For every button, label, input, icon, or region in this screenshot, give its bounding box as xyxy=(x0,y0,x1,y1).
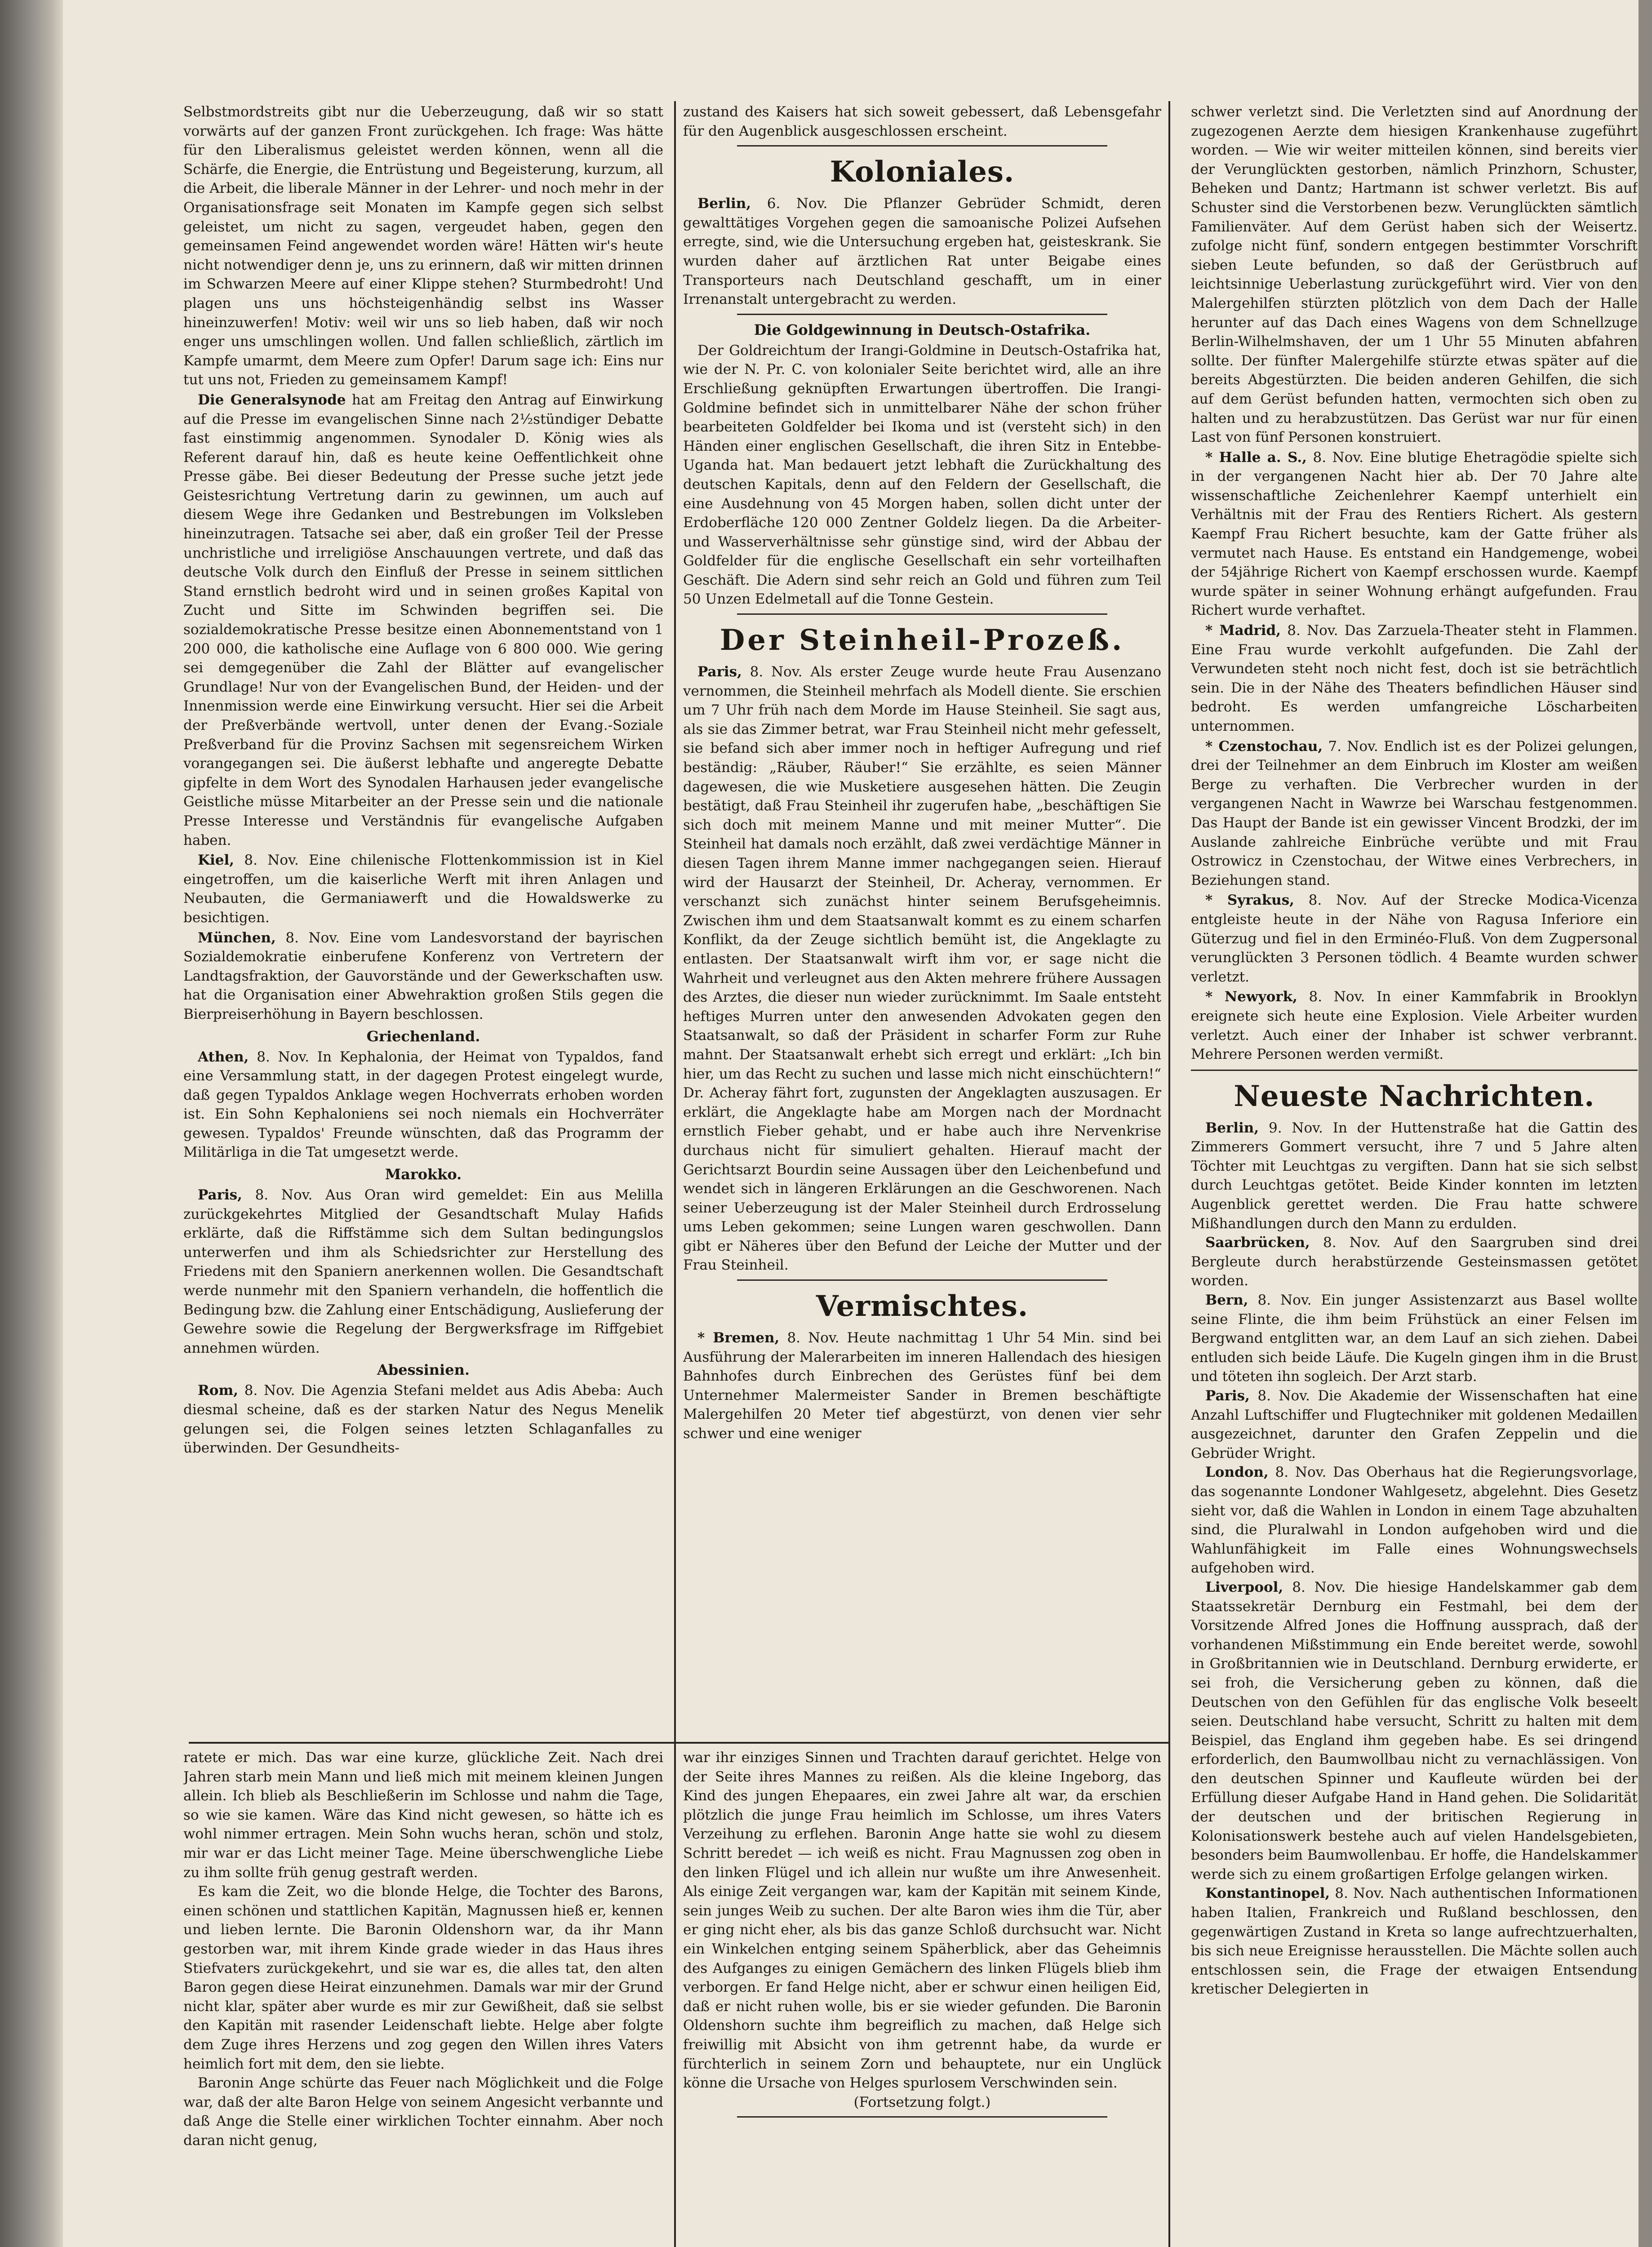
article-lead: * Halle a. S., xyxy=(1205,449,1307,466)
section-heading: Marokko. xyxy=(385,1166,462,1183)
article-paragraph xyxy=(1191,737,1638,890)
serial-separator-rule xyxy=(189,1742,1168,1744)
article-text: 8. Nov. Als erster Zeuge wurde heute Frau Ausenzano vernommen, die Steinheil mehrfach als Modell diente. Sie erschien um 7 Uhr früh nach dem Morde im Hause Steinheil. Sie sagt aus, als sie das Zimmer betrat, war Frau Steinheil nicht mehr gefesselt, sie befand sich aber immer noch in heftiger Aufregung und rief beständig: „Räuber, Räuber!“ Sie erzählte, es seien Männer dagewesen, die wie Musketiere ausgesehen hätten. Die Zeugin bestätigt, daß Frau Steinheil ihr zugerufen habe, „beschäftigen Sie sich doch mit meinem Manne und mit meiner Mutter“. Die Steinheil hat damals noch erzählt, daß zwei verdächtige Männer in diesen Tagen ihrem Manne immer nachgegangen seien. Hierauf wird der Hausarzt der Steinheil, Dr. Acheray, vernommen. Er verschanzt sich zunächst hinter seinem Berufsgeheimnis. Zwischen ihm und dem Staatsanwalt kommt es zu einem scharfen Konflikt, da der Zeuge sichtlich bemüht ist, die Angeklagte zu entlasten. Der Staatsanwalt wirft ihm vor, er sage nicht die Wahrheit und verleugnet aus den Akten mehrere frühere Aussagen des Arztes, die dieser nun wieder zurücknimmt. Im Saale entsteht heftiges Murren unter den anwesenden Advokaten gegen den Staatsanwalt, so daß der Präsident in scharfer Form zur Ruhe mahnt. Der Staatsanwalt erhebt sich erregt und erklärt: „Ich bin hier, um das Recht zu suchen und lasse mich nicht einschüchtern!“ Dr. Acheray fährt fort, zugunsten der Angeklagten auszusagen. Er erklärt, die Angeklagte habe am Morgen nach der Mordnacht ernstlich Fieber gehabt, und er habe auch ihre Nervenkrise durchaus nicht für simuliert gehalten. Hierauf macht der Gerichtsarzt Bourdin seine Aussagen über den Leichenbefund und wendet sich in längeren Erklärungen an die Geschworenen. Nach seiner Ueberzeugung ist der Maler Steinheil durch Erdrosselung ums Leben gekommen; seine Lungen waren geschwollen. Dann gibt er Näheres über den Befund der Leiche der Mutter und der Frau Steinheil. xyxy=(683,664,1161,1274)
column-2-top xyxy=(683,102,1161,1738)
article-text: 8. Nov. Auf den Saargruben sind drei Bergleute durch herabstürzende Gesteinsmassen getötet worden. xyxy=(1191,1235,1638,1289)
article-lead: * Newyork, xyxy=(1205,989,1297,1005)
serial-paragraph: war ihr einziges Sinnen und Trachten darauf gerichtet. Helge von der Seite ihres Mannes zu reißen. Als die kleine Ingeborg, das Kind des jungen Ehepaares, ein zwei Jahre alt war, da erschien plötzlich die junge Frau heimlich im Schlosse, um ihres Vaters Verzeihung zu erflehen. Baronin Ange hatte sie wohl zu diesem Schritt beredet — ich weiß es nicht. Frau Magnussen zog oben in den linken Flügel und ich allein nur wußte um ihre Anwesenheit. Als einige Zeit vergangen war, kam der Kapitän mit seinem Kinde, sein junges Weib zu suchen. Der alte Baron wies ihm die Tür, aber er ging nicht eher, als bis das ganze Schloß durchsucht war. Nicht ein Winkelchen entging seinem Späherblick, aber das Geheimnis des Aufganges zu einigen Gemächern des linken Flügels blieb ihm verborgen. Er fand Helge nicht, aber er schwur einen heiligen Eid, daß er nicht ruhen wolle, bis er sie wieder gefunden. Die Baronin Oldenshorn suchte ihm begreiflich zu machen, daß Helge sich freiwillig mit Absicht von ihm getrennt habe, da wurde er fürchterlich in seinem Zorn und behauptete, nur ein Unglück könne die Ursache von Helges spurlosem Verschwinden sein. xyxy=(683,1750,1161,2092)
article-text: 6. Nov. Die Pflanzer Gebrüder Schmidt, deren gewalttätiges Vorgehen gegen die samoanische Polizei Aufsehen erregte, sind, wie die Untersuchung ergeben hat, geisteskrank. Sie wurden daher auf ärztlichen Rat unter Beigabe eines Transporteurs nach Deutschland geschafft, um in einer Irrenanstalt untergebracht zu werden. xyxy=(683,195,1161,308)
article-text: 8. Nov. Die hiesige Handelskammer gab dem Staatssekretär Dernburg ein Festmahl, bei dem der Vorsitzende Alfred Jones die Hoffnung aussprach, daß der vorhandenen Mißstimmung ein Ende bereitet werde, sowohl in Großbritannien wie in Deutschland. Dernburg erwiderte, er sei froh, die Versicherung geben zu können, daß die Deutschen von den Gefühlen für das englische Volk beseelt seien. Deutschland habe versucht, Schritt zu halten mit dem Beispiel, das England ihm gegeben habe. Es sei dringend erforderlich, den Baumwollbau nicht zu vernachlässigen. Von den deutschen Spinner und Kaufleute würden bei der Erfüllung dieser Aufgabe Hand in Hand gehen. Die Solidarität der deutschen und der britischen Regierung in Kolonisationswerk bestehe auch auf vielen Handelsgebieten, besonders beim Baumwollenbau. Er hoffe, die Handelskammer werde sich zu einem großartigen Erfolge gelangen wirken. xyxy=(1191,1579,1638,1883)
article-paragraph xyxy=(1191,621,1638,736)
divider xyxy=(737,1279,1107,1281)
article-paragraph xyxy=(1191,987,1638,1064)
serial-column-right xyxy=(683,1748,1161,2247)
article-text: 8. Nov. In Kephalonia, der Heimat von Typaldos, fand eine Versammlung statt, in der dagegen Protest eingelegt wurde, daß gegen Typaldos Anklage wegen Hochverrats erhoben worden ist. Ein Sohn Kephaloniens sei noch niemals ein Hochverräter gewesen. Typaldos' Freunde wünschten, daß das Programm der Militärliga in die Tat umgesetzt werde. xyxy=(183,1048,663,1161)
article-paragraph xyxy=(1191,1386,1638,1463)
section-heading-steinheil: Der Steinheil-Prozeß. xyxy=(719,623,1125,657)
article-lead: Paris, xyxy=(1205,1388,1250,1404)
article-lead: * Syrakus, xyxy=(1205,892,1294,909)
article-paragraph xyxy=(183,391,663,850)
page-edge xyxy=(1639,0,1652,2247)
article-lead: * Bremen, xyxy=(697,1330,780,1346)
article-lead: Konstantinopel, xyxy=(1205,1885,1330,1902)
column-1-top xyxy=(183,102,663,1738)
article-text: 8. Nov. Das Oberhaus hat die Regierungsvorlage, das sogenannte Londoner Wahlgesetz, abgelehnt. Dies Gesetz sieht vor, daß die Wahlen in London in einem Tage abzuhalten sind, die Pluralwahl in London aufgehoben wird und die Wahlunfähigkeit im Falle eines Wohnungswechsels aufgehoben wird. xyxy=(1191,1464,1638,1576)
article-lead: Berlin, xyxy=(697,195,751,212)
divider xyxy=(1191,1070,1638,1071)
article-paragraph: zustand des Kaisers hat sich soweit gebessert, daß Lebensgefahr für den Augenblick ausgeschlossen erscheint. xyxy=(683,104,1161,139)
article-lead: * Madrid, xyxy=(1205,622,1281,639)
article-paragraph xyxy=(683,1328,1161,1443)
article-text: 8. Nov. Das Zarzuela-Theater steht in Flammen. Eine Frau wurde verkohlt aufgefunden. Die Zahl der Verwundeten steht noch nicht fest, doch ist sie beträchtlich sein. Die in der Nähe des Theaters befindlichen Häuser sind bedroht. Es werden umfangreiche Löscharbeiten unternommen. xyxy=(1191,622,1638,734)
column-3 xyxy=(1191,102,1638,2247)
article-paragraph xyxy=(683,194,1161,309)
serial-paragraph: Es kam die Zeit, wo die blonde Helge, die Tochter des Barons, einen schönen und stattlichen Kapitän, Magnussen hieß er, kennen und lieben lernte. Die Baronin Oldenshorn war, da ihr Mann gestorben war, mit ihrem Kinde grade wieder in das Haus ihres Stiefvaters zurückgekehrt, und sie war es, die alles tat, den alten Baron gegen diese Heirat einzunehmen. Damals war mir der Grund nicht klar, später aber wurde es mir zur Gewißheit, daß sie selbst den Kapitän mit rasender Leidenschaft liebte. Helge aber folgte dem Zuge ihres Herzens und zog gegen den Willen ihres Vaters heimlich fort mit dem, den sie liebte. xyxy=(183,1883,663,2072)
divider xyxy=(737,145,1107,147)
article-paragraph xyxy=(183,1381,663,1457)
column-rule-right xyxy=(1168,101,1170,2247)
article-paragraph xyxy=(1191,891,1638,986)
article-paragraph xyxy=(1191,1233,1638,1291)
article-paragraph xyxy=(1191,1884,1638,1999)
article-headline: Die Goldgewinnung in Deutsch-Ostafrika. xyxy=(754,321,1091,338)
article-lead: Liverpool, xyxy=(1205,1579,1283,1595)
article-paragraph xyxy=(183,851,663,927)
serial-paragraph: Baronin Ange schürte das Feuer nach Möglichkeit und die Folge war, daß der alte Baron Helge von seinem Angesicht verbannte und daß Ange die Stelle einer wirklichen Tochter einnahm. Aber noch daran nicht genug, xyxy=(183,2075,663,2149)
article-text: 8. Nov. Heute nachmittag 1 Uhr 54 Min. sind bei Ausführung der Malerarbeiten im inneren Hallendach des hiesigen Bahnhofes durch Einbrechen des Gerüstes fünf bei dem Unternehmer Malermeister Sander in Bremen beschäftigte Malergehilfen 20 Meter tief abgestürzt, von denen vier sehr schwer und eine weniger xyxy=(683,1330,1161,1442)
article-text: 8. Nov. In einer Kammfabrik in Brooklyn ereignete sich heute eine Explosion. Viele Arbeiter wurden verletzt. Auch einer der Inhaber ist schwer verbrannt. Mehrere Personen werden vermißt. xyxy=(1191,989,1638,1063)
article-lead: * Czenstochau, xyxy=(1205,738,1323,755)
section-heading-vermischtes: Vermischtes. xyxy=(816,1289,1029,1323)
article-paragraph: Selbstmordstreits gibt nur die Ueberzeugung, daß wir so statt vorwärts auf der ganzen Front zurückgehen. Ich frage: Was hätte für den Liberalismus geleistet werden können, wenn all die Schärfe, die Energie, die Entrüstung und Begeisterung, kurzum, all die Arbeit, die liberale Männer in der Lehrer- und noch mehr in der Organisationsfrage seit Monaten im Kampfe gegen sich selbst geleistet, um nicht zu sagen, vergeudet haben, gegen den gemeinsamen Feind angewendet worden wäre! Hätten wir's heute nicht notwendiger denn je, uns zu erinnern, daß wir mitten drinnen im Schwarzen Meere auf einer Klippe stehen? Sturmbedroht! Und plagen uns uns höchsteigenhändig selbst ins Wasser hineinzuwerfen! Motiv: weil wir uns so lieb haben, daß wir noch enger uns umschlingen wollen. Und fallen schließlich, zärtlich im Kampfe umarmt, dem Meere zum Opfer! Darum sage ich: Eins nur tut uns not, Frieden zu gemeinsamem Kampf! xyxy=(183,104,663,388)
article-lead: Saarbrücken, xyxy=(1205,1235,1310,1251)
article-lead: München, xyxy=(198,929,276,946)
section-heading-koloniales: Koloniales. xyxy=(830,155,1015,189)
article-paragraph xyxy=(183,1048,663,1163)
article-text: 8. Nov. Eine chilenische Flottenkommission ist in Kiel eingetroffen, um die kaiserliche Werft mit ihren Anlagen und Neubauten, die Germaniawerft und die Howaldswerke zu besichtigen. xyxy=(183,852,663,926)
article-text: 8. Nov. Die Akademie der Wissenschaften hat eine Anzahl Luftschiffer und Flugtechniker mit goldenen Medaillen ausgezeichnet, darunter den Grafen Zeppelin und die Gebrüder Wright. xyxy=(1191,1388,1638,1461)
article-text: 8. Nov. Eine vom Landesvorstand der bayrischen Sozialdemokratie einberufene Konferenz von Vertretern der Landtagsfraktion, der Gauvorstände und der Gewerkschaften usw. hat die Organisation einer Abwehraktion großen Stils gegen die Bierpreiserhöhung in Bayern beschlossen. xyxy=(183,929,663,1022)
article-text: 8. Nov. Nach authentischen Informationen haben Italien, Frankreich und Rußland beschlossen, den gegenwärtigen Zustand in Kreta so lange aufrechtzuerhalten, bis sich neue Ereignisse herausstellen. Die Mächte sollen auch entschlossen sein, die Frage der etwaigen Entsendung kretischer Delegierten in xyxy=(1191,1885,1638,1998)
article-text: 7. Nov. Endlich ist es der Polizei gelungen, drei der Teilnehmer an dem Einbruch im Kloster am weißen Berge zu verhaften. Die Verbrecher wurden in der vergangenen Nacht in Wawrze bei Warschau festgenommen. Das Haupt der Bande ist ein gewisser Vincent Brodzki, der im Auslande zahlreiche Einbrüche verübte und mit Frau Ostrowicz in Czenstochau, der Witwe eines Verbrechers, in Beziehungen stand. xyxy=(1191,738,1638,888)
article-text: 8. Nov. Aus Oran wird gemeldet: Ein aus Melilla zurückgekehrtes Mitglied der Gesandtschaft Mulay Hafids erklärte, daß die Riffstämme sich dem Sultan bedingungslos unterwerfen und ihm als Schiedsrichter zur Herstellung des Friedens mit den Spaniern anerkennen wollen. Die Gesandtschaft werde nunmehr mit den Spaniern verhandeln, die hoffentlich die Bedingung bzw. die Zahlung einer Entschädigung, Auslieferung der Gewehre sowie die Regelung der Bergwerksfrage im Riffgebiet annehmen würden. xyxy=(183,1187,663,1356)
article-lead: Bern, xyxy=(1205,1292,1248,1309)
article-lead: Rom, xyxy=(198,1382,239,1399)
article-paragraph xyxy=(1191,448,1638,620)
section-heading-neueste-nachrichten: Neueste Nachrichten. xyxy=(1234,1079,1595,1113)
article-lead: Kiel, xyxy=(198,852,235,869)
divider xyxy=(737,314,1107,315)
article-paragraph xyxy=(183,928,663,1024)
serial-paragraph: ratete er mich. Das war eine kurze, glückliche Zeit. Nach drei Jahren starb mein Mann und ließ mich mit meinem kleinen Jungen allein. Ich blieb als Beschließerin im Schlosse und nahm die Tage, so wie sie kamen. Wäre das Kind nicht gewesen, so hätte ich es wohl nimmer ertragen. Mein Sohn wuchs heran, schön und stolz, mir war er das Licht meiner Tage. Meine überschwengliche Liebe zu ihm sollte früh genug gestraft werden. xyxy=(183,1750,663,1881)
article-text: 9. Nov. In der Huttenstraße hat die Gattin des Zimmerers Gommert versucht, ihre 7 und 5 Jahre alten Töchter mit Leuchtgas zu vergiften. Dann hat sie sich selbst durch Leuchtgas getötet. Beide Kinder konnten im letzten Augenblick gerettet werden. Die Frau hatte schwere Mißhandlungen durch den Mann zu erdulden. xyxy=(1191,1119,1638,1232)
column-rule-left xyxy=(674,101,676,2247)
article-lead: Berlin, xyxy=(1205,1119,1259,1136)
article-lead: Athen, xyxy=(198,1048,249,1065)
divider xyxy=(737,2116,1107,2118)
continuation-note: (Fortsetzung folgt.) xyxy=(853,2094,991,2110)
article-text: 8. Nov. Ein junger Assistenzarzt aus Basel wollte seine Flinte, die ihm beim Frühstück an einer Felsen im Bergwand entglitten war, an dem Lauf an sich ziehen. Dabei entluden sich beide Läufe. Die Kugeln gingen ihm in die Brust und töteten ihn sogleich. Der Arzt starb. xyxy=(1191,1292,1638,1385)
article-text: 8. Nov. Eine blutige Ehetragödie spielte sich in der vergangenen Nacht hier ab. Der 70 Jahre alte wissenschaftliche Zeichenlehrer Kaempf unterhielt ein Verhältnis mit der Frau des Rentiers Richert. Als gestern Kaempf Frau Richert besuchte, kam der Gatte früher als vermutet nach Hause. Es entstand ein Handgemenge, wobei der 54jährige Richert von Kaempf erschossen wurde. Kaempf wurde später in seiner Wohnung erhängt aufgefunden. Frau Richert wurde verhaftet. xyxy=(1191,449,1638,619)
section-heading: Griechenland. xyxy=(366,1027,480,1045)
article-paragraph xyxy=(683,662,1161,1275)
article-text: 8. Nov. Die Agenzia Stefani meldet aus Adis Abeba: Auch diesmal scheine, daß es der starken Natur des Negus Menelik gelungen sei, die Folgen seines letzten Schlaganfalles zu überwinden. Der Gesundheits- xyxy=(183,1382,663,1457)
divider xyxy=(737,613,1107,615)
section-heading: Abessinien. xyxy=(377,1361,470,1379)
article-paragraph xyxy=(1191,1291,1638,1386)
article-lead: Paris, xyxy=(198,1187,242,1203)
serial-column-left xyxy=(183,1748,663,2247)
article-paragraph xyxy=(1191,1119,1638,1234)
article-text: 8. Nov. Auf der Strecke Modica-Vicenza entgleiste heute in der Nähe von Ragusa Inferiore ein Güterzug und fiel in den Erminéo-Fluß. Von dem Zugpersonal verunglückten 3 Personen tödlich. 4 Beamte wurden schwer verletzt. xyxy=(1191,892,1638,985)
article-lead: Die Generalsynode xyxy=(198,391,346,408)
article-lead: London, xyxy=(1205,1464,1269,1481)
article-lead: Paris, xyxy=(697,664,742,680)
article-paragraph xyxy=(1191,1578,1638,1884)
article-text: hat am Freitag den Antrag auf Einwirkung auf die Presse im evangelischen Sinne nach 2½stündiger Debatte fast einstimmig angenommen. Synodaler D. König wies als Referent darauf hin, daß es heute keine Oeffentlichkeit ohne Presse gäbe. Bei dieser Bedeutung der Presse suche jetzt jede Geistesrichtung Vertretung darin zu gewinnen, um auch auf diesem Wege ihre Gedanken und Bestrebungen im Volksleben hineinzutragen. Tatsache sei aber, daß ein großer Teil der Presse unchristliche und irreligiöse Anschauungen vertrete, und daß das deutsche Volk durch den Einfluß der Presse in seinem sittlichen Stand ernstlich bedroht wird und in seinen großes Kapital von Zucht und Sitte im Schwinden begriffen sei. Die sozialdemokratische Presse besitze einen Abonnementstand von 1 200 000, die katholische eine Auflage von 6 800 000. Wie gering sei demgegenüber die Zahl der Blätter auf evangelischer Grundlage! Nur von der Evangelischen Bund, der Heiden- und der Innenmission werde eine Einwirkung versucht. Hier sei die Arbeit der Preßverbände wertvoll, unter denen der Evang.-Soziale Preßverband für die Provinz Sachsen mit segensreichem Wirken vorangegangen sei. Die äußerst lebhafte und angeregte Debatte gipfelte in dem Wort des Synodalen Harhausen jeder evangelische Geistliche müsse Mitarbeiter an der Presse sein und die nationale Presse Interesse und Verständnis für evangelische Aufgaben haben. xyxy=(183,391,663,848)
article-paragraph: schwer verletzt sind. Die Verletzten sind auf Anordnung der zugezogenen Aerzte dem hiesigen Krankenhause zugeführt worden. — Wie wir weiter mitteilen können, sind bereits vier der Verunglückten gestorben, nämlich Prinzhorn, Schuster, Beheken und Dantz; Hartmann ist schwer verletzt. Bis auf Schuster sind die Verstorbenen bezw. Verunglückten sämtlich Familienväter. Auf dem Gerüst haben sich der Weisertz. zufolge nicht fünf, sondern entgegen bestimmter Vorschrift sieben Leute befunden, so daß der Gerüstbruch auf leichtsinnige Ueberlastung zurückgeführt wird. Vier von den Malergehilfen stürzten plötzlich von dem Dach der Halle herunter auf das Dach eines Wagens von dem Schnellzuge Berlin-Wilhelmshaven, der um 1 Uhr 55 Minuten abfahren sollte. Der fünfter Malergehilfe stürzte etwas später auf die bereits Abgestürzten. Die beiden anderen Gehilfen, die sich auf dem Gerüst befunden hatten, vermochten sich oben zu halten und zu herabzustützen. Das Gerüst war nur für einen Last von fünf Personen konstruiert. xyxy=(1191,104,1638,446)
article-paragraph xyxy=(183,1186,663,1358)
article-paragraph: Der Goldreichtum der Irangi-Goldmine in Deutsch-Ostafrika hat, wie der N. Pr. C. von kolonialer Seite berichtet wird, alle an ihre Erschließung geknüpften Erwartungen übertroffen. Die Irangi-Goldmine befindet sich in unmittelbarer Nähe der schon früher bearbeiteten Goldfelder bei Ikoma und ist (versteht sich) in den Händen einer englischen Gesellschaft, die ihren Sitz in Entebbe-Uganda hat. Man bedauert jetzt lebhaft die Zurückhaltung des deutschen Kapitals, denn auf den Feldern der Gesellschaft, die eine Ausdehnung von 45 Morgen haben, sollen dicht unter der Erdoberfläche 120 000 Zentner Goldelz liegen. Da die Arbeiter- und Wasserverhältnisse sehr günstige sind, wird der Abbau der Goldfelder für die englische Gesellschaft ein sehr vorteilhaften Geschäft. Die Adern sind sehr reich an Gold und führen zum Teil 50 Unzen Edelmetall auf die Tonne Gestein. xyxy=(683,342,1161,608)
article-paragraph xyxy=(1191,1463,1638,1578)
book-binding xyxy=(0,0,63,2247)
